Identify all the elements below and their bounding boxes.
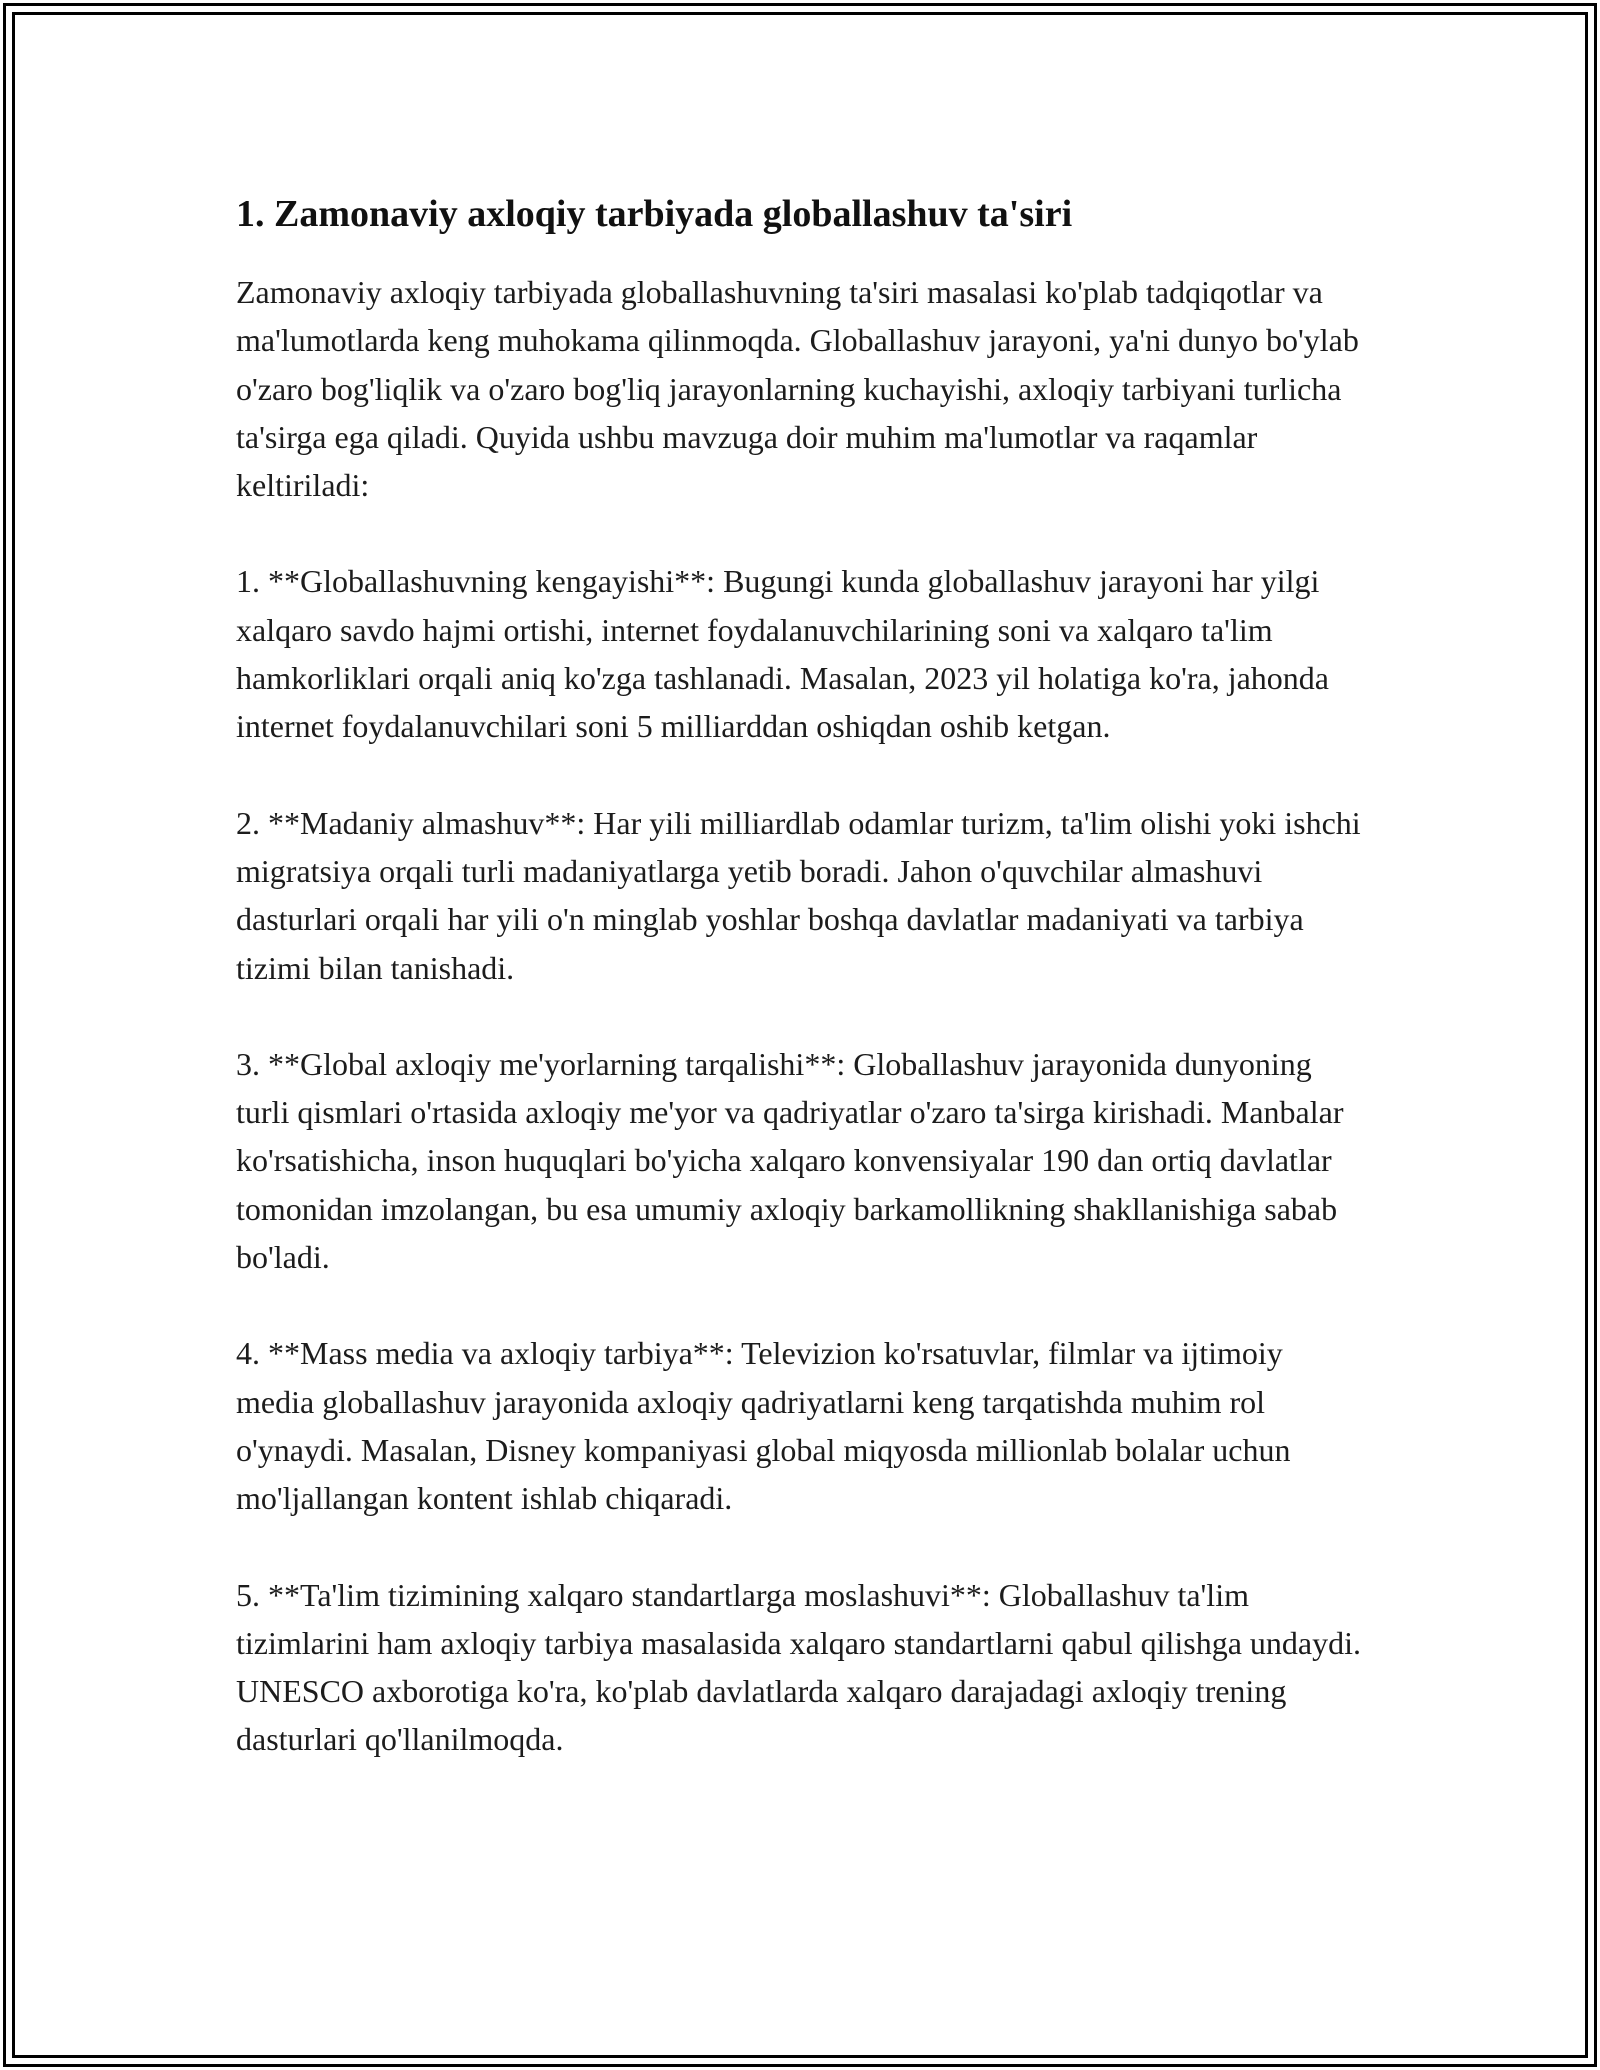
document-body (236, 188, 1366, 1812)
list-item-education-standards: 5. **Ta'lim tizimining xalqaro standartlarga moslashuvi**: Globallashuv ta'lim tizimlarini ham axloqiy tarbiya masalasida xalqaro standartlarni qabul qilishga undaydi. UNESCO axborotiga ko'ra, ko'plab davlatlarda xalqaro darajadagi axloqiy trening dasturlari qo'llanilmoqda. (236, 1576, 1362, 1758)
list-item-mass-media: 4. **Mass media va axloqiy tarbiya**: Televizion ko'rsatuvlar, filmlar va ijtimoiy media globallashuv jarayonida axloqiy qadriyatlarni keng tarqatishda muhim rol o'ynaydi. Masalan, Disney kompaniyasi global miqyosda millionlab bolalar uchun mo'ljallangan kontent ishlab chiqaradi. (236, 1335, 1291, 1517)
intro-paragraph: Zamonaviy axloqiy tarbiyada globallashuvning ta'siri masalasi ko'plab tadqiqotlar va ma'lumotlarda keng muhokama qilinmoqda. Globallashuv jarayoni, ya'ni dunyo bo'ylab o'zaro bog'liqlik va o'zaro bog'liq jarayonlarning kuchayishi, axloqiy tarbiyani turlicha ta'sirga ega qiladi. Quyida ushbu mavzuga doir muhim ma'lumotlar va raqamlar keltiriladi: (236, 274, 1359, 504)
section-heading: 1. Zamonaviy axloqiy tarbiyada globallashuv ta'siri (236, 193, 1073, 235)
list-item-cultural-exchange: 2. **Madaniy almashuv**: Har yili milliardlab odamlar turizm, ta'lim olishi yoki ishchi migratsiya orqali turli madaniyatlarga yetib boradi. Jahon o'quvchilar almashuvi dasturlari orqali har yili o'n minglab yoshlar boshqa davlatlar madaniyati va tarbiya tizimi bilan tanishadi. (236, 804, 1361, 986)
list-item-global-ethical-norms: 3. **Global axloqiy me'yorlarning tarqalishi**: Globallashuv jarayonida dunyoning turli qismlari o'rtasida axloqiy me'yor va qadriyatlar o'zaro ta'sirga kirishadi. Manbalar ko'rsatishicha, inson huquqlari bo'yicha xalqaro konvensiyalar 190 dan ortiq davlatlar tomonidan imzolangan, bu esa umumiy axloqiy barkamollikning shakllanishiga sabab bo'ladi. (236, 1045, 1344, 1276)
list-item-globalization-expansion: 1. **Globallashuvning kengayishi**: Bugungi kunda globallashuv jarayoni har yilgi xalqaro savdo hajmi ortishi, internet foydalanuvchilarining soni va xalqaro ta'lim hamkorliklari orqali aniq ko'zga tashlanadi. Masalan, 2023 yil holatiga ko'ra, jahonda internet foydalanuvchilari soni 5 milliarddan oshiqdan oshib ketgan. (236, 563, 1329, 745)
